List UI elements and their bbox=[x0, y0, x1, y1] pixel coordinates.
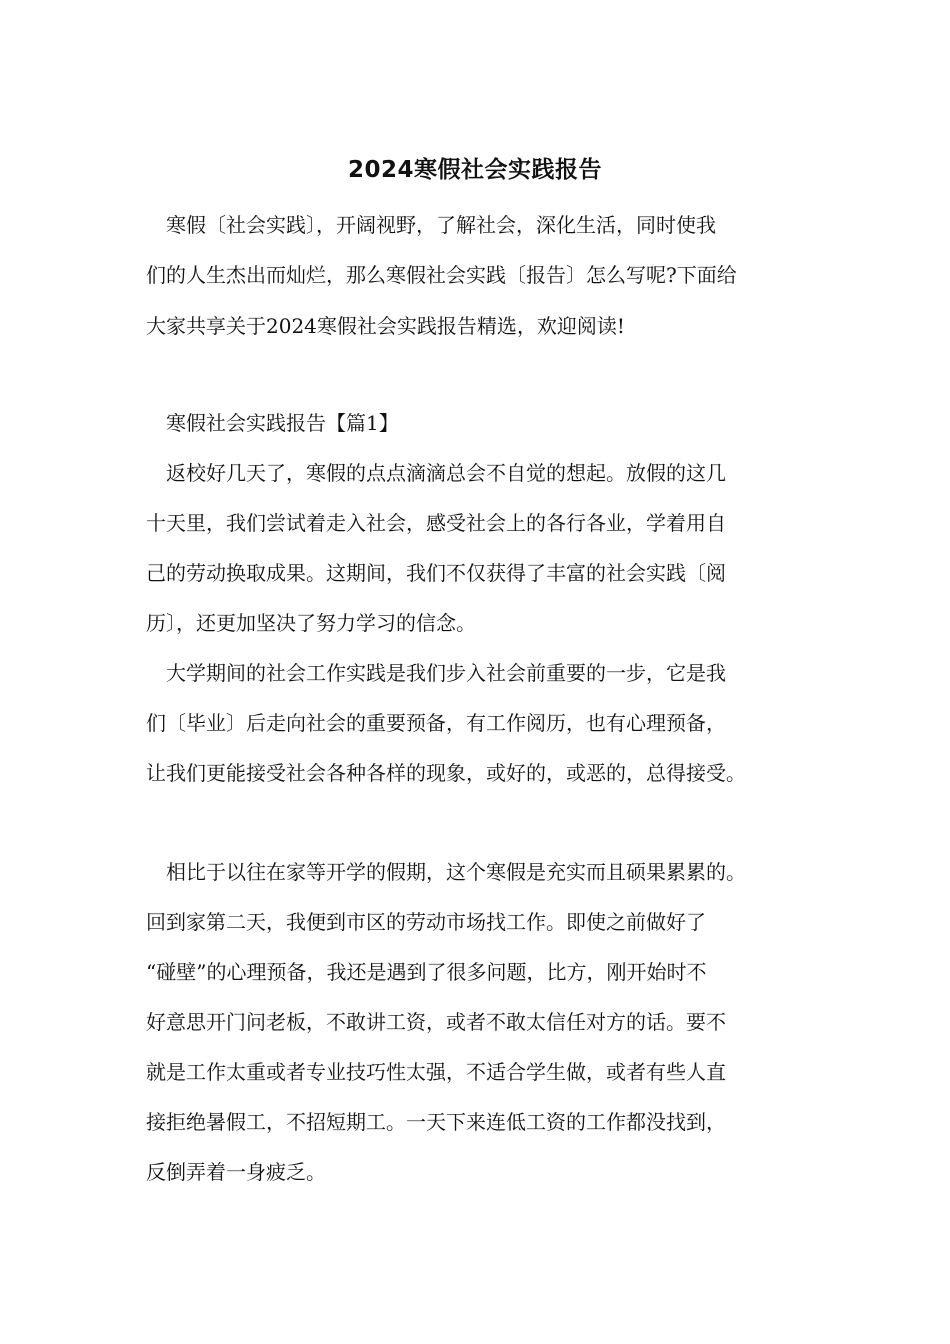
paragraph-3-line-3: “碰壁”的心理预备，我还是遇到了很多问题，比方，刚开始时不 bbox=[146, 960, 707, 984]
paragraph-3-line-1: 相比于以往在家等开学的假期，这个寒假是充实而且硕果累累的。 bbox=[166, 860, 746, 884]
paragraph-1-line-3: 己的劳动换取成果。这期间，我们不仅获得了丰富的社会实践〔阅 bbox=[146, 561, 726, 585]
document-title: 2024寒假社会实践报告 bbox=[347, 157, 602, 183]
paragraph-3-line-2: 回到家第二天，我便到市区的劳动市场找工作。即使之前做好了 bbox=[146, 910, 706, 934]
paragraph-1-line-2: 十天里，我们尝试着走入社会，感受社会上的各行各业，学着用自 bbox=[146, 511, 726, 535]
intro-line-3: 大家共享关于2024寒假社会实践报告精选，欢迎阅读! bbox=[146, 314, 625, 338]
paragraph-2-line-2: 们〔毕业〕后走向社会的重要预备，有工作阅历，也有心理预备， bbox=[146, 711, 726, 735]
paragraph-3-line-4: 好意思开门问老板，不敢讲工资，或者不敢太信任对方的话。要不 bbox=[146, 1010, 726, 1034]
paragraph-3-line-6: 接拒绝暑假工，不招短期工。一天下来连低工资的工作都没找到， bbox=[146, 1110, 726, 1134]
paragraph-3-line-7: 反倒弄着一身疲乏。 bbox=[146, 1160, 326, 1184]
intro-line-2: 们的人生杰出而灿烂，那么寒假社会实践〔报告〕怎么写呢?下面给 bbox=[146, 263, 737, 287]
paragraph-1-line-1: 返校好几天了，寒假的点点滴滴总会不自觉的想起。放假的这几 bbox=[166, 461, 726, 485]
intro-line-1: 寒假〔社会实践〕，开阔视野，了解社会，深化生活，同时使我 bbox=[166, 213, 716, 237]
paragraph-2-line-3: 让我们更能接受社会各种各样的现象，或好的，或恶的，总得接受。 bbox=[146, 761, 746, 785]
paragraph-2-line-1: 大学期间的社会工作实践是我们步入社会前重要的一步，它是我 bbox=[166, 661, 726, 685]
section-heading: 寒假社会实践报告【篇1】 bbox=[166, 411, 399, 435]
paragraph-3-line-5: 就是工作太重或者专业技巧性太强，不适合学生做，或者有些人直 bbox=[146, 1060, 726, 1084]
paragraph-1-line-4: 历〕，还更加坚决了努力学习的信念。 bbox=[146, 611, 476, 635]
